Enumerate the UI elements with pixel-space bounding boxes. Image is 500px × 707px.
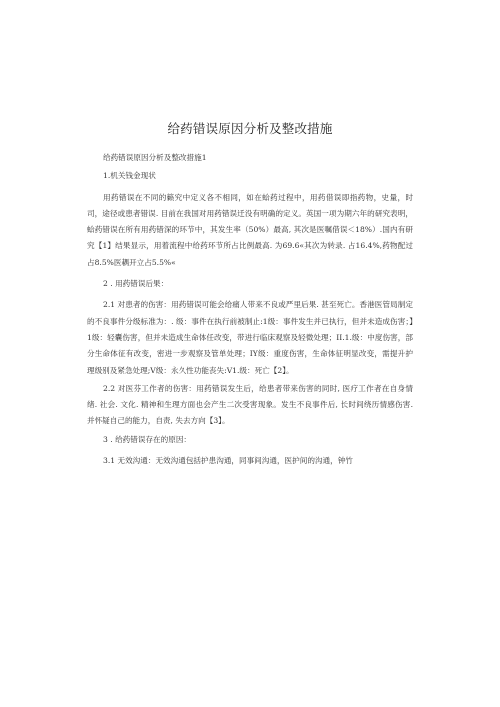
paragraph-current-status: 用药错误在不同的籁究中定义各不相同，如在蛤药过程中，用药借误即指药物，史量，时司，途径或患者错误. 目前在我国对用药错误迁没有明确的定义。英国一项为期六年的研究表明，蛤药错误在所有用药错深的环节中，其发生率（50%）最高, 其次是医嘱借误＜18%）.国内有研究【1】结果显示，用着流程中给药环节所占比例最高. 为69.6«其次为转录. 占16.4%,药物配过占8.5%医耦开立占5.5%« [87,192,413,267]
paragraph-harm-to-staff: 2.2 对医芬工作者的伤害：用药错误发生后，给患者带来伤害的同时, 医疗工作者在自身情绪. 社会. 文化. 精神和生理方面也会产生二次受害现象。发生不良事件后, 长时间绕历情感伤害. 并怀疑自己的能力，自责, 失去方向【3】。 [87,383,413,426]
paragraph-heading-3: 3 . 给药错误存在的原因： [103,434,192,444]
paragraph-heading-2: 2 . 用药错误后果： [103,279,169,289]
document-body [87,150,413,469]
paragraph-subtitle: 给药错误原因分析及整改措施1 [103,153,207,162]
paragraph-heading-1: 1.机关钱金现状 [103,171,156,181]
document-title: 给药错误原因分析及整改措施 [167,121,333,136]
paragraph-harm-to-patients: 2.1 对患者的伤害：用药错误可能会给痛人带来不良或严里后果. 甚至死亡。香港医管局制定的不良事件分级标准为：. 级：事件在执行前被制止:1级：事件发生并已执行，但并未造成伤害；】1级：轻囊伤害，但并未造成生命体任改变，带进行临床观察及轻微处理；II.1.级：中度伤害，部分生命体征有改变，密进一步观察及管单处理；IY级：重度伤害，生命体征明显改变，需提升护理级别及紧急处理;V级：永久性功能丧失:V1.级：死亡【2】。 [87,300,413,375]
paragraph-ineffective-communication: 3.1 无效沟通：无效沟通包括护患沟通，同事间沟通，医护间的沟通，钟竹 [103,456,353,466]
